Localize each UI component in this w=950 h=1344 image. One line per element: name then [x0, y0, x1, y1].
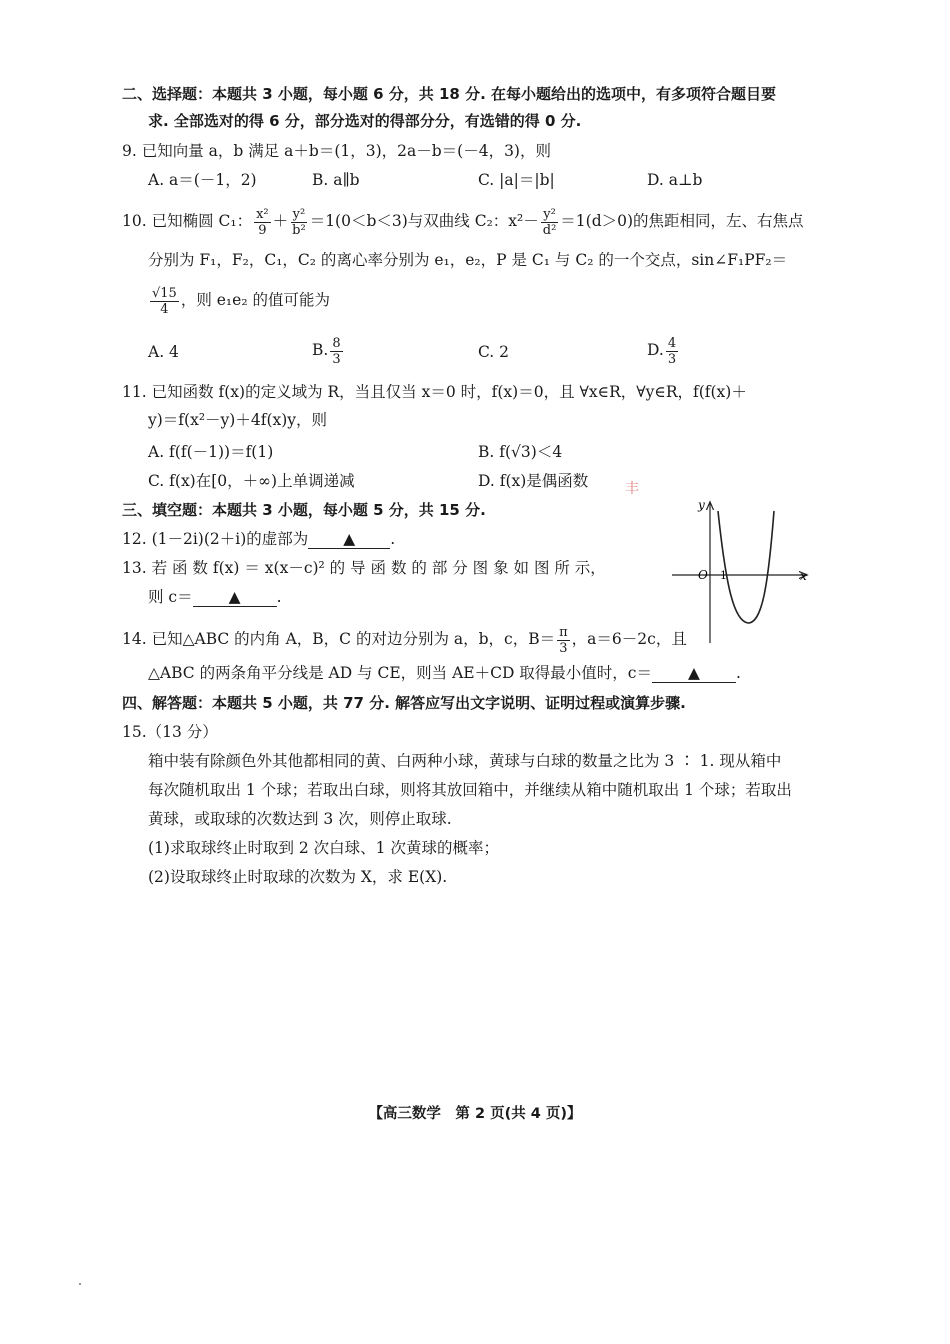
- q10-fraction-y2-d2: [541, 207, 559, 238]
- q15-part1: (1)求取球终止时取到 2 次白球、1 次黄球的概率；: [148, 839, 499, 857]
- q10-f2-den: b²: [292, 222, 306, 238]
- q14-pi-den: 3: [559, 640, 568, 656]
- q12-line: [122, 529, 395, 549]
- q10-stem-line1: [122, 205, 804, 238]
- q10-line3-tail: ，则 e₁e₂ 的值可能为: [180, 291, 330, 309]
- q14-line2-text: △ABC 的两条角平分线是 AD 与 CE，则当 AE＋CD 取得最小值时，c＝: [148, 664, 652, 682]
- q10-f3-num: y²: [543, 206, 556, 222]
- q10-line3: [148, 283, 330, 317]
- q12-text: 12. (1－2i)(2＋i)的虚部为: [122, 530, 309, 548]
- graph-origin-label: O: [698, 568, 708, 582]
- q14-fraction-pi-3: [557, 625, 570, 656]
- q11-line2: y)＝f(x²－y)＋4f(x)y，则: [148, 411, 328, 429]
- q14-end: .: [736, 664, 741, 682]
- q14-answer-blank: ▲: [652, 664, 736, 683]
- q9-option-c: C. |a|＝|b|: [478, 171, 555, 189]
- q13-end: .: [276, 588, 282, 606]
- q9-stem: 9. 已知向量 a，b 满足 a＋b＝(1，3)，2a－b＝(－4，3)，则: [122, 142, 551, 160]
- q11-option-d: D. f(x)是偶函数: [478, 472, 589, 490]
- q10-f2-num: y²: [292, 206, 306, 222]
- q12-end: .: [390, 530, 396, 548]
- section2-header-line2: 求. 全部选对的得 6 分，部分选对的得部分分，有选错的得 0 分.: [148, 112, 582, 130]
- q12-answer-blank: ▲: [308, 530, 390, 549]
- q9-option-d: D. a⊥b: [647, 171, 703, 189]
- q13-answer-blank: ▲: [193, 588, 277, 607]
- q13-line2-text: 则 c＝: [148, 588, 193, 606]
- q11-option-c: C. f(x)在[0，＋∞)上单调递减: [148, 472, 355, 490]
- q11-option-a: A. f(f(－1))＝f(1): [148, 443, 274, 461]
- q10-fraction-sqrt15-4: [150, 286, 179, 317]
- q10-fraction-y2-b2: [290, 207, 308, 238]
- q10-stem-c: ＝1(d＞0)的焦距相同，左、右焦点: [560, 212, 804, 230]
- q10-line2: 分别为 F₁，F₂，C₁，C₂ 的离心率分别为 e₁，e₂，P 是 C₁ 与 C₂ 的一个交点，sin∠F₁PF₂＝: [148, 251, 788, 269]
- section2-header-line1: 二、选择题：本题共 3 小题，每小题 6 分，共 18 分. 在每小题给出的选项中，有多项符合题目要: [122, 85, 777, 103]
- q10-stem-b: ＝1(0＜b＜3)与双曲线 C₂：x²－: [309, 212, 539, 230]
- q10-option-d-den: 3: [667, 351, 677, 367]
- q10-f4-den: 4: [160, 301, 169, 317]
- q14-line1-a: 14. 已知△ABC 的内角 A，B，C 的对边分别为 a，b，c，B＝: [122, 630, 556, 648]
- graph-y-label: y: [698, 498, 705, 512]
- derivative-graph: [668, 497, 810, 645]
- graph-tick-label: 1: [720, 569, 727, 582]
- q10-f1-num: x²: [256, 206, 269, 222]
- scan-speck: [79, 1283, 81, 1285]
- q13-line1: 13. 若 函 数 f(x) ＝ x(x－c)² 的 导 函 数 的 部 分 图 象 如 图 所 示，: [122, 559, 606, 577]
- q14-line2: [148, 663, 741, 683]
- section4-header: 四、解答题：本题共 5 小题，共 77 分. 解答应写出文字说明、证明过程或演算步骤.: [122, 694, 686, 712]
- graph-curve: [718, 511, 774, 623]
- graph-x-label: x: [800, 569, 807, 583]
- q14-line1: [122, 622, 687, 656]
- q10-option-b-fraction: [330, 336, 342, 367]
- q15-score: 15.（13 分）: [122, 723, 218, 741]
- q15-line1: 箱中装有除颜色外其他都相同的黄、白两种小球，黄球与白球的数量之比为 3 ∶ 1. 现从箱中: [148, 752, 782, 770]
- q10-plus: ＋: [272, 212, 289, 230]
- q9-option-a: A. a＝(－1，2): [148, 171, 257, 189]
- q15-part2: (2)设取球终止时取球的次数为 X，求 E(X).: [148, 868, 448, 886]
- q10-fraction-x2-9: [254, 207, 271, 238]
- q15-line2: 每次随机取出 1 个球；若取出白球，则将其放回箱中，并继续从箱中随机取出 1 个球；若取出: [148, 781, 792, 799]
- page-footer: 【高三数学 第 2 页(共 4 页)】: [368, 1106, 582, 1122]
- q10-option-c: C. 2: [478, 343, 510, 361]
- q15-line3: 黄球，或取球的次数达到 3 次，则停止取球.: [148, 810, 452, 828]
- q14-line1-b: ，a＝6－2c，且: [571, 630, 687, 648]
- q13-line2: [148, 587, 282, 607]
- margin-mark: 丰: [625, 481, 639, 497]
- q10-option-d: [647, 333, 680, 367]
- q10-f1-den: 9: [258, 222, 267, 238]
- q10-option-a: A. 4: [148, 343, 179, 361]
- q11-line1: 11. 已知函数 f(x)的定义域为 R，当且仅当 x＝0 时，f(x)＝0，且 ∀x∈R，∀y∈R，f(f(x)＋: [122, 383, 747, 401]
- q10-option-b-label: B.: [312, 341, 329, 359]
- q10-f4-num: √15: [152, 285, 177, 301]
- q10-option-d-fraction: [666, 336, 678, 367]
- q9-option-b: B. a∥b: [312, 171, 360, 189]
- q11-option-b: B. f(√3)＜4: [478, 443, 563, 461]
- q10-option-b-num: 8: [332, 335, 341, 351]
- q10-option-d-num: 4: [667, 335, 677, 351]
- q10-f3-den: d²: [542, 222, 557, 238]
- section3-header: 三、填空题：本题共 3 小题，每小题 5 分，共 15 分.: [122, 501, 486, 519]
- q10-option-b-den: 3: [332, 351, 341, 367]
- q14-pi-num: π: [559, 624, 568, 640]
- q10-stem-a: 10. 已知椭圆 C₁：: [122, 212, 253, 230]
- q10-option-d-label: D.: [647, 341, 664, 359]
- q10-option-b: [312, 333, 345, 367]
